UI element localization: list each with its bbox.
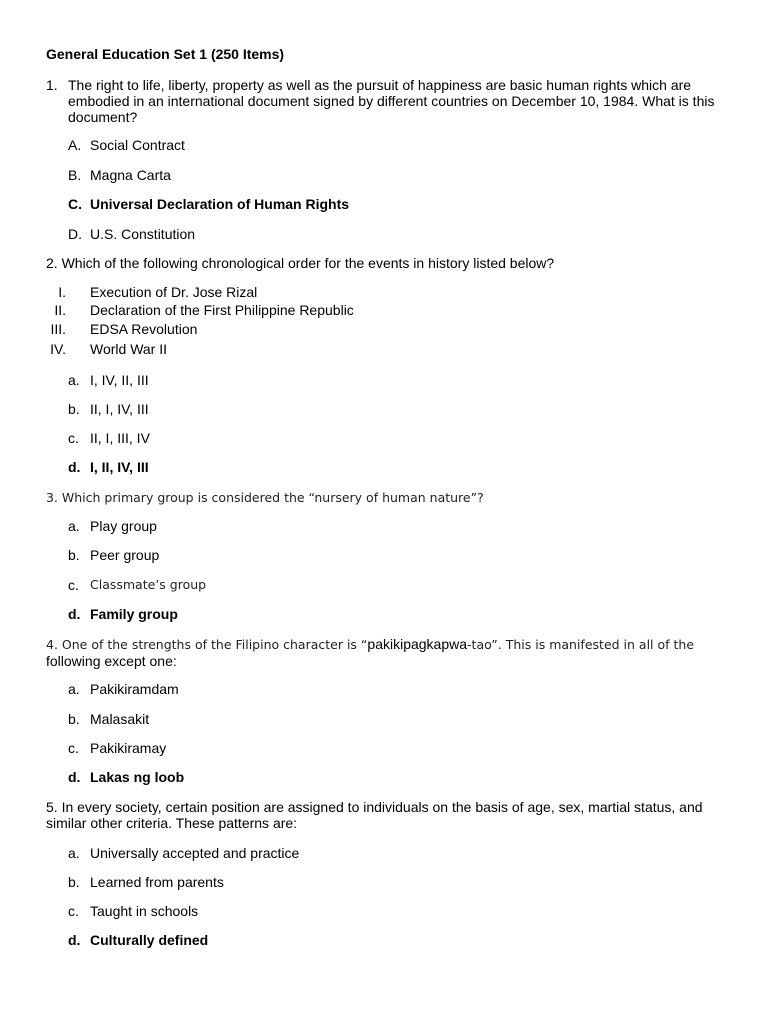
answer-letter: d. <box>68 606 81 622</box>
option-text: Classmate’s group <box>90 577 207 592</box>
option-letter: b. <box>68 874 80 890</box>
option-text: Social Contract <box>90 137 185 153</box>
option-letter: a. <box>68 845 80 861</box>
question-text: 3. Which primary group is considered the “nursery of human nature”? <box>46 490 484 505</box>
option-letter: A. <box>68 137 82 153</box>
question-text-line: 5. In every society, certain position are assigned to individuals on the basis of age, sex, martial status, and <box>46 799 703 815</box>
question-number: 1. <box>46 77 58 93</box>
event-numeral: III. <box>50 321 66 337</box>
option-text: Play group <box>90 518 157 534</box>
option-letter: a. <box>68 681 80 697</box>
option-letter: c. <box>68 430 79 446</box>
option-text: Taught in schools <box>90 903 199 919</box>
question-text-part: -tao”. This is manifested in all of the <box>467 637 695 652</box>
answer-text: Universal Declaration of Human Rights <box>90 196 350 212</box>
option-text: Magna Carta <box>90 167 171 183</box>
answer-text: Culturally defined <box>90 932 209 948</box>
answer-letter: C. <box>68 196 82 212</box>
option-text: U.S. Constitution <box>90 226 196 242</box>
answer-text: I, II, IV, III <box>90 459 149 475</box>
option-letter: b. <box>68 711 80 727</box>
option-letter: B. <box>68 167 82 183</box>
event-text: EDSA Revolution <box>90 321 198 337</box>
option-text: Universally accepted and practice <box>90 845 300 861</box>
question-text-part: 4. One of the strengths of the Filipino character is “ <box>46 637 368 652</box>
event-numeral: IV. <box>50 341 66 357</box>
option-text: II, I, IV, III <box>90 401 149 417</box>
option-text: Pakikiramdam <box>90 681 179 697</box>
option-letter: c. <box>68 903 79 919</box>
question-text: 2. Which of the following chronological order for the events in history listed below? <box>46 255 555 271</box>
answer-letter: d. <box>68 932 81 948</box>
question-text-line: similar other criteria. These patterns are: <box>46 815 298 831</box>
document-title: General Education Set 1 (250 Items) <box>46 46 285 62</box>
question-text-line: document? <box>68 109 138 125</box>
answer-letter: d. <box>68 769 81 785</box>
option-text: II, I, III, IV <box>90 430 150 446</box>
option-text: Pakikiramay <box>90 740 167 756</box>
option-text: Malasakit <box>90 711 150 727</box>
filipino-term: pakikipagkapwa <box>367 636 468 652</box>
option-letter: b. <box>68 401 80 417</box>
option-letter: D. <box>68 226 82 242</box>
question-text-line: The right to life, liberty, property as well as the pursuit of happiness are basic human rights which are <box>68 77 692 93</box>
option-text: I, IV, II, III <box>90 372 149 388</box>
event-numeral: I. <box>58 284 66 300</box>
option-letter: b. <box>68 547 80 563</box>
event-text: Declaration of the First Philippine Republic <box>90 302 354 318</box>
answer-letter: d. <box>68 459 81 475</box>
option-text: Peer group <box>90 547 160 563</box>
answer-text: Family group <box>90 606 178 622</box>
event-numeral: II. <box>54 302 66 318</box>
question-text-line: following except one: <box>46 653 177 669</box>
option-letter: a. <box>68 518 80 534</box>
answer-text: Lakas ng loob <box>90 769 185 785</box>
event-text: World War II <box>90 341 168 357</box>
option-letter: c. <box>68 740 79 756</box>
option-text: Learned from parents <box>90 874 224 890</box>
option-letter: c. <box>68 577 79 593</box>
question-text <box>46 636 694 653</box>
event-text: Execution of Dr. Jose Rizal <box>90 284 258 300</box>
option-letter: a. <box>68 372 80 388</box>
question-text-line: embodied in an international document signed by different countries on December 10, 1984. What is this <box>68 93 715 109</box>
